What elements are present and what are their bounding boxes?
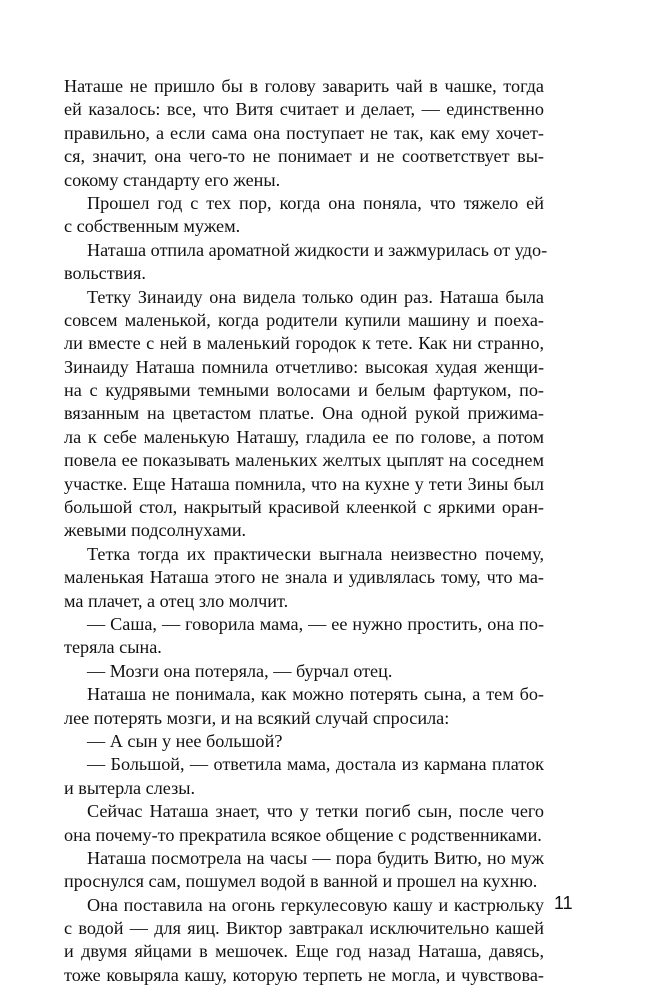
text-line: на с кудрявыми темными волосами и белым фартуком, по- xyxy=(64,380,544,401)
text-line: и двумя яйцами в мешочек. Еще год назад Наташа, давясь, xyxy=(64,941,544,962)
dialogue-line: — Большой, — ответила мама, достала из кармана платок xyxy=(87,754,544,775)
text-line: ся, значит, она чего-то не понимает и не соответствует вы- xyxy=(64,146,544,167)
paragraph-first-line: Тетка тогда их практически выгнала неизвестно почему, xyxy=(87,543,544,564)
text-line: она почему-то прекратила всякое общение с родственниками. xyxy=(64,824,542,845)
dialogue-line: — Саша, — говорила мама, — ее нужно простить, она по- xyxy=(87,613,544,634)
paragraph-first-line: Сейчас Наташа знает, что у тетки погиб сын, после чего xyxy=(87,801,544,822)
text-line: с собственным мужем. xyxy=(64,216,241,237)
text-line: вязанным на цветастом платье. Она одной рукой прижима- xyxy=(64,403,544,424)
text-line: лее потерять мозги, и на всякий случай спросила: xyxy=(64,707,450,728)
paragraph-first-line: Тетку Зинаиду она видела только один раз. Наташа была xyxy=(87,286,544,307)
text-line: с водой — для яиц. Виктор завтракал исключительно кашей xyxy=(64,918,544,939)
text-line: ла к себе маленькую Наташу, гладила ее по голове, а потом xyxy=(64,426,544,447)
paragraph-first-line: Наташа посмотрела на часы — пора будить Витю, но муж xyxy=(87,847,544,868)
text-line: ли вместе с ней в маленький городок к тете. Как ни странно, xyxy=(64,333,544,354)
text-line: теряла сына. xyxy=(64,637,162,658)
text-line: и вытерла слезы. xyxy=(64,777,196,798)
body-text xyxy=(64,75,548,987)
paragraph-first-line: Наташа отпила ароматной жидкости и зажмурилась от удо- xyxy=(87,239,548,260)
text-line: участке. Еще Наташа помнила, что на кухне у тети Зины был xyxy=(64,473,544,494)
text-line: Зинаиду Наташа помнила отчетливо: высокая худая женщи- xyxy=(64,356,544,377)
text-line: ей казалось: все, что Витя считает и делает, — единственно xyxy=(64,99,544,120)
page-number: 11 xyxy=(554,893,573,913)
text-line: маленькая Наташа этого не знала и удивлялась тому, что ма- xyxy=(64,567,544,588)
text-line: Наташе не пришло бы в голову заварить чай в чашке, тогда xyxy=(64,76,544,96)
dialogue-line: — А сын у нее большой? xyxy=(87,730,283,751)
text-line: тоже ковыряла кашу, которую терпеть не могла, и чувствова- xyxy=(64,964,544,985)
text-line: правильно, а если сама она поступает не так, как ему хочет- xyxy=(64,122,544,143)
text-line: проснулся сам, пошумел водой в ванной и прошел на кухню. xyxy=(64,871,538,892)
text-line: повела ее показывать маленьких желтых цыплят на соседнем xyxy=(64,450,544,471)
dialogue-line: — Мозги она потеряла, — бурчал отец. xyxy=(87,660,393,681)
paragraph-first-line: Она поставила на огонь геркулесовую кашу и кастрюльку xyxy=(87,894,544,915)
text-line: вольствия. xyxy=(64,263,146,284)
paragraph-first-line: Прошел год с тех пор, когда она поняла, что тяжело ей xyxy=(87,192,544,213)
text-line: сокому стандарту его жены. xyxy=(64,169,281,190)
text-line: жевыми подсолнухами. xyxy=(64,520,247,541)
text-line: совсем маленькой, когда родители купили машину и поеха- xyxy=(64,309,544,330)
paragraph-first-line: Наташа не понимала, как можно потерять сына, а тем бо- xyxy=(87,684,544,705)
text-line: ма плачет, а отец зло молчит. xyxy=(64,590,289,611)
text-line: большой стол, накрытый красивой клеенкой с яркими оран- xyxy=(64,497,544,518)
